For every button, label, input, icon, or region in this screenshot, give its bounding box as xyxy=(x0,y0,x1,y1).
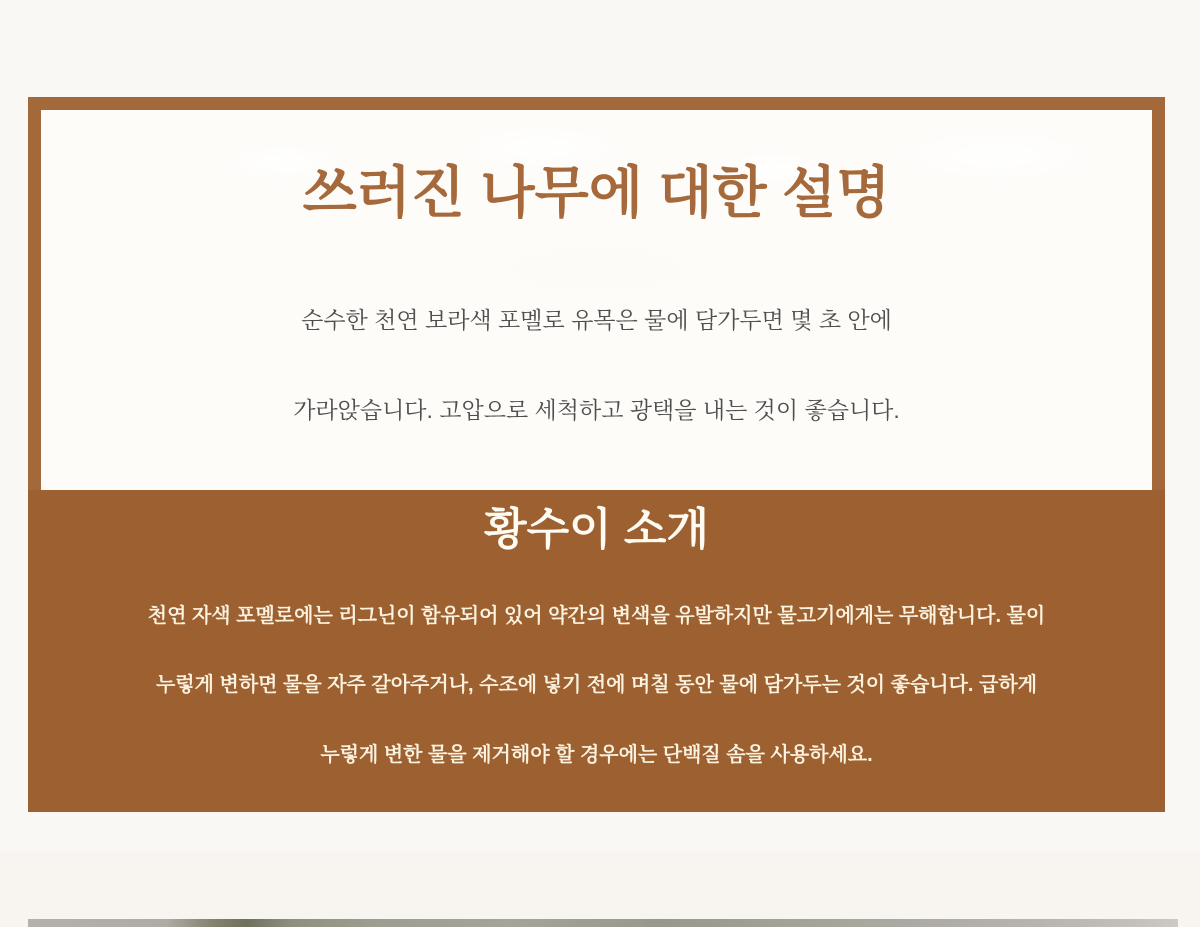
intro-title: 황수이 소개 xyxy=(484,505,709,554)
intro-line: 누렇게 변하면 물을 자주 갈아주거나, 수조에 넣기 전에 며칠 동안 물에 담가두는 것이 좋습니다. 급하게 xyxy=(155,674,1038,696)
description-card xyxy=(28,97,1165,812)
description-line: 순수한 천연 보라색 포멜로 유목은 물에 담가두면 몇 초 안에 xyxy=(301,307,892,333)
intro-line: 누렇게 변한 물을 제거해야 할 경우에는 단백질 솜을 사용하세요. xyxy=(320,744,873,766)
description-section xyxy=(41,110,1152,490)
intro-line: 천연 자색 포멜로에는 리그닌이 함유되어 있어 약간의 변색을 유발하지만 물고기에게는 무해합니다. 물이 xyxy=(147,605,1046,627)
cropped-photo-strip xyxy=(28,919,1178,927)
section-title: 쓰러진 나무에 대한 설명 xyxy=(302,161,891,224)
description-line: 가라앉습니다. 고압으로 세척하고 광택을 내는 것이 좋습니다. xyxy=(293,397,900,423)
intro-section xyxy=(28,490,1165,812)
